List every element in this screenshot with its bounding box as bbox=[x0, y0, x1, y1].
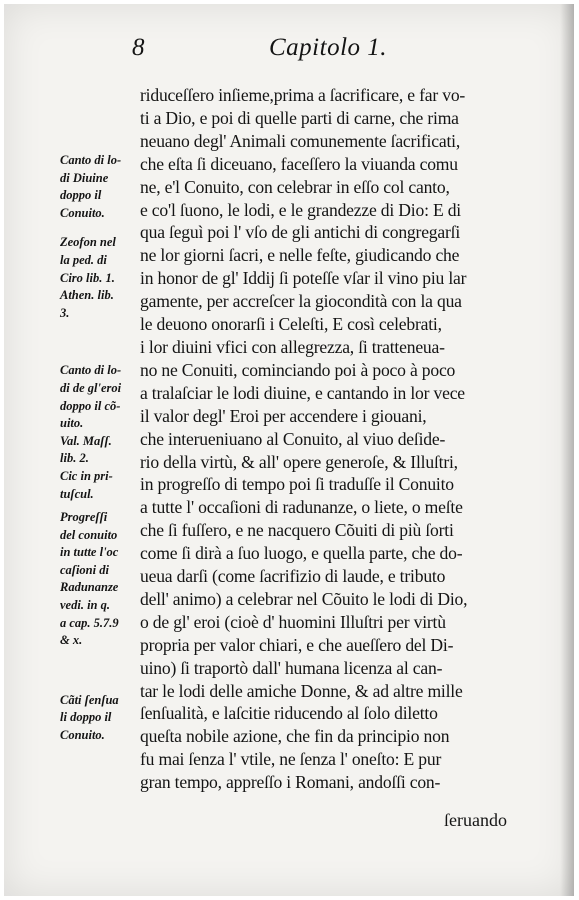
text-line: i lor diuini vfici con allegrezza, ſi tratteneua- bbox=[140, 336, 445, 357]
text-line: ne, e'l Conuito, con celebrar in eſſo col canto, bbox=[140, 176, 450, 197]
text-line: gamente, per accreſcer la giocondità con la qua bbox=[140, 291, 462, 312]
running-head: Capitolo 1. bbox=[269, 34, 388, 61]
text-line: queſta nobile azione, che fin da principio non bbox=[140, 726, 450, 747]
margin-note: Val. Maſſ. lib. 2. bbox=[60, 433, 112, 466]
book-page bbox=[4, 4, 574, 896]
text-line: no ne Conuiti, cominciando poi à poco à poco bbox=[140, 359, 456, 380]
text-line: che eſta ſi diceuano, faceſſero la viuanda comu bbox=[140, 153, 458, 174]
margin-note: Cic in pri- tuſcul. bbox=[60, 468, 113, 501]
page-gutter-shadow bbox=[560, 4, 574, 896]
body-text bbox=[140, 84, 550, 794]
text-line: le deuono onorarſi i Celeſti, E così celebrati, bbox=[140, 314, 442, 335]
text-line: qua ſeguì poi l' vſo de gli antichi di congregarſi bbox=[140, 222, 461, 243]
text-line: dell' animo) a celebrar nel Cõuito le lodi di Dio, bbox=[140, 588, 468, 609]
text-line: ueua darſi (come ſacrifizio di laude, e tributo bbox=[140, 566, 446, 587]
margin-note: Zeofon nel la ped. di Ciro lib. 1. Athen. lib. 3. bbox=[60, 235, 116, 320]
text-line: propria per valor chiari, e che aueſſero del Di- bbox=[140, 634, 454, 655]
text-line: e co'l ſuono, le lodi, e le grandezze di Dio: E di bbox=[140, 199, 461, 220]
text-line: in honor de gl' Iddij ſi poteſſe vſar il vino piu lar bbox=[140, 268, 467, 289]
text-line: a tralaſciar le lodi diuine, e cantando in lor vece bbox=[140, 382, 465, 403]
text-line: ne lor giorni ſacri, e nelle feſte, giudicando che bbox=[140, 245, 460, 266]
page-header bbox=[4, 30, 574, 70]
text-line: riduceſſero inſieme,prima a ſacrificare, e far vo- bbox=[140, 85, 466, 105]
margin-note: Canto di lo- di de gl'eroi doppo il cõ- uito. bbox=[60, 363, 122, 431]
margin-note: Cãti ſenſua li doppo il Conuito. bbox=[60, 692, 119, 743]
text-line: o de gl' eroi (cioè d' huomini Illuſtri per virtù bbox=[140, 611, 446, 632]
text-line: che ſi fuſſero, e ne nacquero Cõuiti di più ſorti bbox=[140, 520, 454, 541]
margin-notes bbox=[60, 152, 140, 745]
text-line: rio della virtù, & all' opere generoſe, & Illuſtri, bbox=[140, 451, 458, 472]
text-line: il valor degl' Eroi per accendere i giouani, bbox=[140, 405, 427, 426]
text-line: a tutte l' occaſioni di radunanze, o liete, o meſte bbox=[140, 497, 463, 518]
text-line: tar le lodi delle amiche Donne, & ad altre mille bbox=[140, 680, 463, 701]
text-line: gran tempo, appreſſo i Romani, andoſſi con- bbox=[140, 772, 441, 793]
margin-note: Progreſſi del conuito in tutte l'oc caſioni di Radunanze vedi. in q. a cap. 5.7.9 & x. bbox=[60, 510, 119, 648]
text-line: ſenſualità, e laſcitie riducendo al ſolo diletto bbox=[140, 703, 438, 724]
catchword: ſeruando bbox=[444, 810, 507, 830]
text-line: come ſi dirà a ſuo luogo, e quella parte, che do- bbox=[140, 543, 463, 564]
page-number: 8 bbox=[132, 34, 145, 61]
text-line: in progreſſo di tempo poi ſi traduſſe il Conuito bbox=[140, 474, 454, 495]
text-line: neuano degl' Animali comunemente ſacrificati, bbox=[140, 130, 461, 151]
text-line: uino) ſi traportò dall' humana licenza al can- bbox=[140, 657, 443, 678]
text-line: ti a Dio, e poi di quelle parti di carne, che rima bbox=[140, 107, 459, 128]
margin-note: Canto di lo- di Diuine doppo il Conuito. bbox=[60, 153, 122, 220]
text-line: fu mai ſenza l' vtile, ne ſenza l' oneſto: E pur bbox=[140, 749, 442, 770]
text-line: che interueniuano al Conuito, al viuo deſide- bbox=[140, 428, 446, 449]
